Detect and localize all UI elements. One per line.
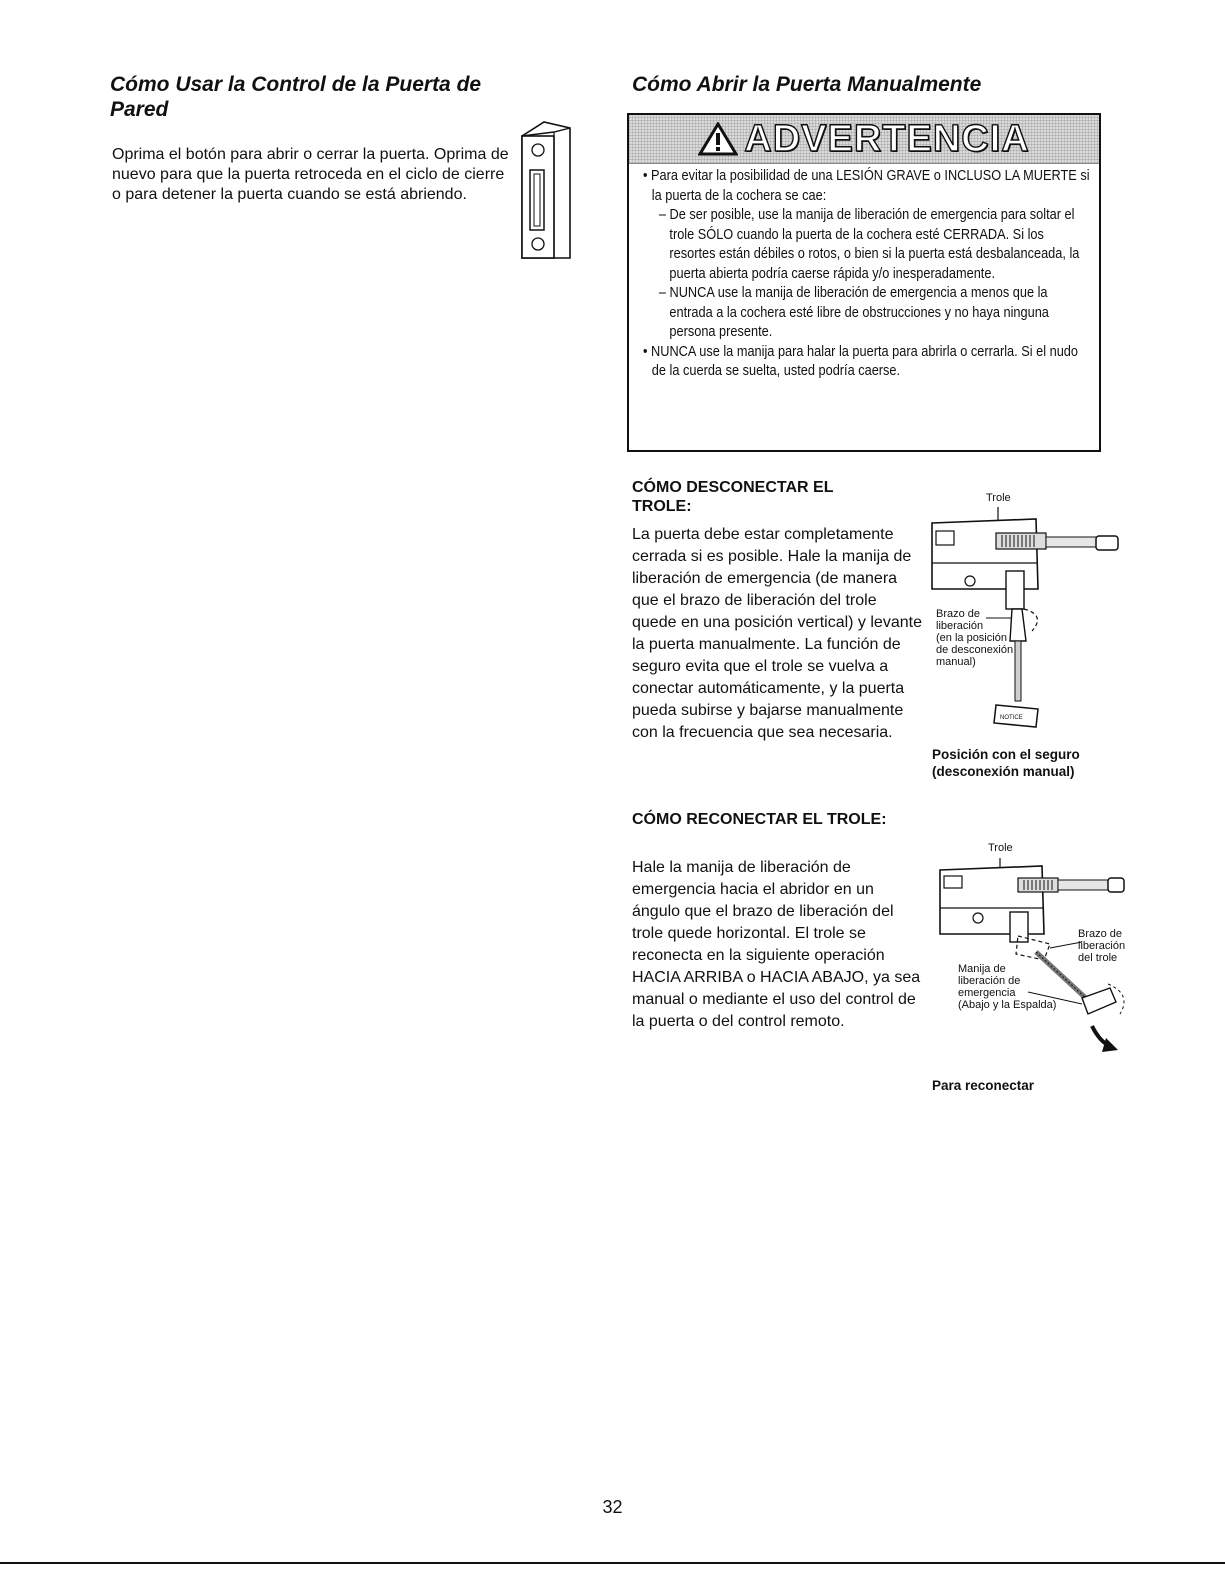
figure1-trole-label: Trole [986, 492, 1011, 504]
warning-bullet-1: • Para evitar la posibilidad de una LESIÓN GRAVE o INCLUSO LA MUERTE si la puerta de la cochera se cae: [643, 168, 1090, 204]
arm-label-line: del trole [1078, 952, 1118, 964]
figure1-caption: Posición con el seguro (desconexión manual) [932, 747, 1080, 779]
figure2-trole-label: Trole [988, 842, 1013, 854]
disconnect-body: La puerta debe estar completamente cerrada si es posible. Hale la manija de liberación de emergencia (de manera que el brazo de liberación del trole quede en una posición vertical) y levante la puerta manualmente. La función de seguro evita que el trole se vuelva a conectar automáticamente, y la puerta pueda subirse y bajarse manualmente con la frecuencia que sea necesaria. [632, 526, 922, 741]
disconnect-heading: CÓMO DESCONECTAR EL TROLE: [632, 479, 834, 515]
arm-label-line: liberación [1078, 940, 1126, 952]
warning-triangle-icon [698, 122, 738, 156]
wall-control-instructions: Oprima el botón para abrir o cerrar la puerta. Oprima de nuevo para que la puerta retroceda en el ciclo de cierre o para detener la puerta cuando se está abriendo. [112, 146, 509, 203]
warning-title: ADVERTENCIA [744, 117, 1030, 160]
warning-box [627, 113, 1101, 452]
figure2-caption: Para reconectar [932, 1078, 1035, 1093]
manual-open-heading: Cómo Abrir la Puerta Manualmente [632, 73, 982, 96]
arm-label-line: liberación [936, 620, 984, 632]
footer-rule [0, 1562, 1225, 1564]
handle-label-line: (Abajo y la Espalda) [958, 999, 1057, 1011]
page-number: 32 [602, 1497, 623, 1517]
handle-notice-text: NOTICE [1000, 715, 1023, 721]
warning-dash-2: – NUNCA use la manija de liberación de emergencia a menos que la entrada a la cochera esté libre de obstrucciones y no haya ninguna persona presente. [658, 285, 1049, 340]
warning-content [643, 167, 1092, 382]
arm-label-line: (en la posición [936, 632, 1007, 644]
handle-label-line: emergencia [958, 987, 1016, 999]
warning-bullet-2: • NUNCA use la manija para halar la puerta para abrirla o cerrarla. Si el nudo de la cuerda se suelta, usted podría caerse. [643, 343, 1078, 379]
handle-label-line: Manija de [958, 963, 1006, 975]
wall-control-heading: Cómo Usar la Control de la Puerta de Pared [110, 73, 482, 121]
arm-label-line: Brazo de [1078, 928, 1123, 940]
reconnect-body: Hale la manija de liberación de emergencia hacia el abridor en un ángulo que el brazo de liberación del trole quede horizontal. El trole se reconecta en la siguiente operación HACIA ARRIBA o HACIA ABAJO, ya sea manual o mediante el uso del control de la puerta o del control remoto. [632, 859, 921, 1030]
figure1-arm-label [936, 608, 1013, 668]
arm-label-line: de desconexión [936, 644, 1014, 656]
wall-control-illustration [508, 118, 578, 263]
arm-label-line: manual) [936, 656, 976, 668]
warning-header [629, 115, 1099, 164]
figure2-handle-label [958, 963, 1056, 1011]
reconnect-heading: CÓMO RECONECTAR EL TROLE: [632, 811, 887, 828]
figure2-arm-label [1078, 928, 1125, 964]
handle-label-line: liberación de [958, 975, 1021, 987]
arm-label-line: Brazo de [936, 608, 981, 620]
warning-dash-1: – De ser posible, use la manija de liberación de emergencia para soltar el trole SÓLO cuando la puerta de la cochera esté CERRADA. Si los resortes están débiles o rotos, o bien si la puerta está desbalanceada, la puerta abierta podría caerse rápida y/o inesperadamente. [658, 207, 1080, 282]
